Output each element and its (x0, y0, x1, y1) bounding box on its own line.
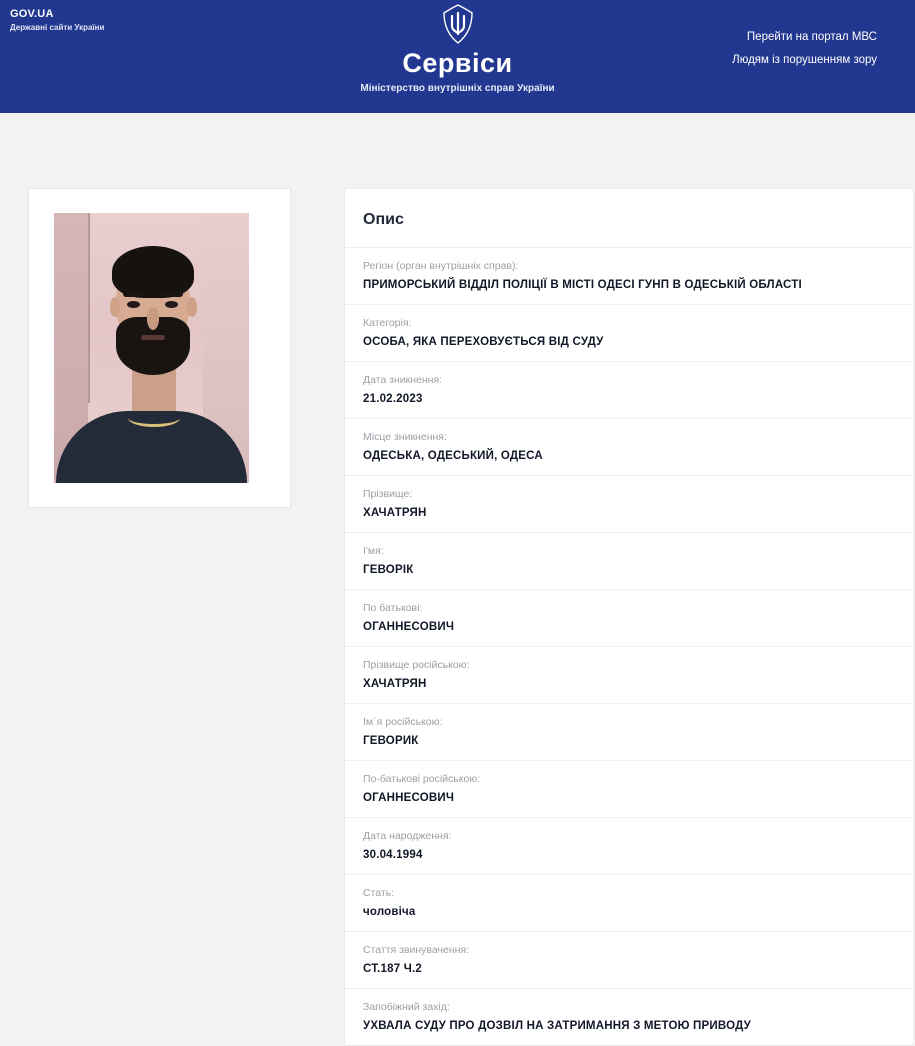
info-label: Стать: (363, 887, 395, 899)
info-value: СТ.187 Ч.2 (363, 963, 422, 975)
info-row-article (345, 932, 913, 989)
info-label: Ім`я російською: (363, 716, 443, 728)
ukraine-trident-emblem-icon (441, 4, 475, 44)
info-label: Запобіжний захід: (363, 1001, 450, 1013)
link-mvs-portal[interactable]: Перейти на портал МВС (746, 31, 877, 43)
info-value: ХАЧАТРЯН (363, 678, 427, 690)
info-row-patronymic-ru (345, 761, 913, 818)
brand-subtitle: Міністерство внутрішніх справ України (360, 83, 555, 94)
header-links (732, 31, 877, 77)
info-value: ПРИМОРСЬКИЙ ВІДДІЛ ПОЛІЦІЇ В МІСТІ ОДЕСІ ГУНП В ОДЕСЬКІЙ ОБЛАСТІ (363, 279, 802, 291)
page-content (0, 113, 915, 1046)
info-row-surname (345, 476, 913, 533)
info-row-restraint-measure (345, 989, 913, 1045)
info-label: По-батькові російською: (363, 773, 481, 785)
info-value: ГЕВОРИК (363, 735, 419, 747)
info-value: ОДЕСЬКА, ОДЕСЬКИЙ, ОДЕСА (363, 450, 543, 462)
info-label: Прізвище: (363, 488, 413, 500)
info-row-patronymic (345, 590, 913, 647)
info-label: Категорія: (363, 317, 412, 329)
info-row-surname-ru (345, 647, 913, 704)
info-value: ОГАННЕСОВИЧ (363, 621, 455, 633)
info-label: Регіон (орган внутрішніх справ): (363, 260, 519, 272)
brand-title: Сервіси (402, 48, 513, 78)
info-value: УХВАЛА СУДУ ПРО ДОЗВІЛ НА ЗАТРИМАННЯ З МЕТОЮ ПРИВОДУ (363, 1020, 751, 1032)
info-label: Дата народження: (363, 830, 452, 842)
card-title: Опис (345, 189, 913, 248)
info-row-first-name (345, 533, 913, 590)
info-label: І'мя: (363, 545, 384, 557)
info-value: ГЕВОРІК (363, 564, 414, 576)
info-label: По батькові: (363, 602, 423, 614)
info-row-category (345, 305, 913, 362)
info-value: ОСОБА, ЯКА ПЕРЕХОВУЄТЬСЯ ВІД СУДУ (363, 336, 604, 348)
portrait-illustration (54, 213, 249, 483)
description-card (344, 188, 914, 1046)
info-row-disappearance-place (345, 419, 913, 476)
gov-ua-subtitle: Державні сайти України (10, 22, 105, 32)
site-header (0, 0, 915, 113)
info-value: 30.04.1994 (363, 849, 423, 861)
info-row-gender (345, 875, 913, 932)
info-value: ОГАННЕСОВИЧ (363, 792, 455, 804)
info-row-birth-date (345, 818, 913, 875)
info-label: Прізвище російською: (363, 659, 470, 671)
info-row-disappearance-date (345, 362, 913, 419)
content-row (0, 113, 915, 1046)
info-label: Стаття звинувачення: (363, 944, 469, 956)
info-value: ХАЧАТРЯН (363, 507, 427, 519)
info-label: Дата зникнення: (363, 374, 443, 386)
gov-ua-title: GOV.UA (10, 8, 54, 20)
info-row-first-name-ru (345, 704, 913, 761)
link-accessibility[interactable]: Людям із порушенням зору (732, 54, 877, 66)
info-value: 21.02.2023 (363, 393, 423, 405)
info-value: чоловіча (363, 906, 416, 918)
info-label: Місце зникнення: (363, 431, 447, 443)
photo-card (28, 188, 291, 508)
person-photo (54, 213, 249, 483)
info-row-region (345, 248, 913, 305)
